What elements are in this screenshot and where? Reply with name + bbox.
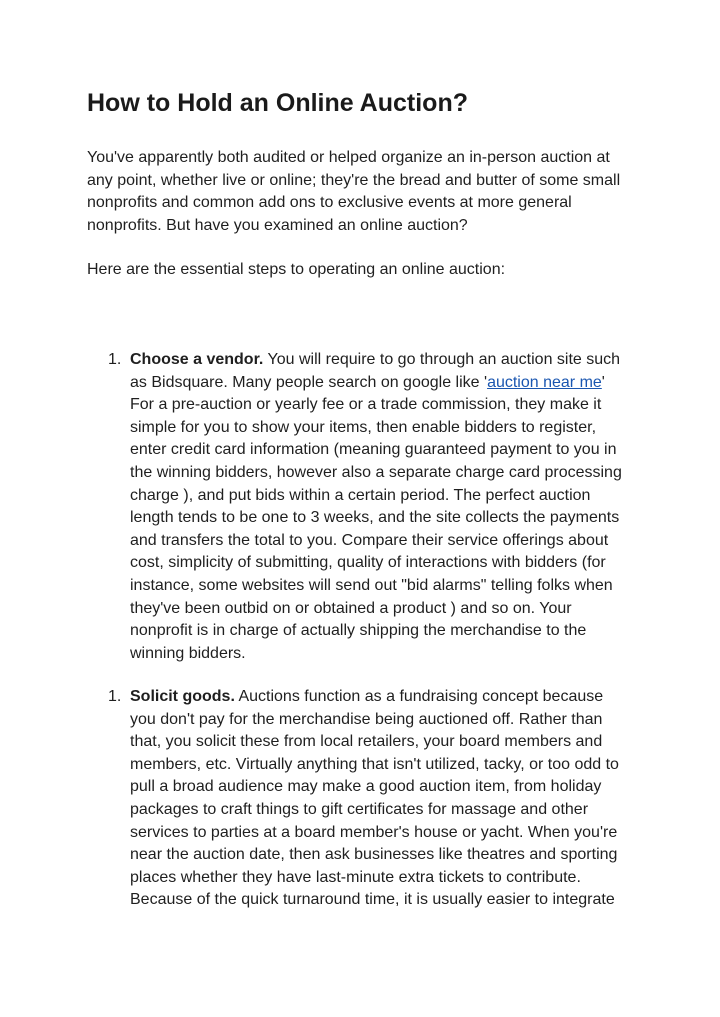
list-item-line: services to parties at a board member's house or yacht. When you're [130,823,618,841]
list-item-line: cost, simplicity of submitting, quality of interactions with bidders (for [130,554,606,572]
list-item-line: they've been outbid on or obtained a product ) and so on. Your [130,599,572,617]
list-item-body [130,686,650,912]
list-item-line: nonprofit is in charge of actually shipping the merchandise to the [130,622,587,640]
list-item-line: near the auction date, then ask businesses like theatres and sporting [130,846,618,864]
list-item-line: packages to craft things to gift certificates for massage and other [130,800,589,818]
auction-near-me-link[interactable]: auction near me [487,373,602,391]
lead-paragraph: Here are the essential steps to operating an online auction: [87,261,506,278]
list-item-line: winning bidders. [130,644,246,662]
list-item-line: places whether they have last-minute extra tickets to contribute. [130,868,581,886]
list-item-text: You will require to go through an auction site such [263,351,621,368]
intro-line: You've apparently both audited or helped organize an in-person auction at [87,149,610,166]
list-item-text: Auctions function as a fundraising concept because [234,688,604,705]
list-item-first-line [130,349,650,372]
intro-paragraph [87,147,647,237]
list-item-line: charge ), and put bids within a certain period. The perfect auction [130,486,591,504]
list-item-text: as Bidsquare. Many people search on google like ' [130,373,488,391]
intro-line: nonprofits and common add ons to exclusive events at more general [87,194,572,212]
list-item-line: pull a broad audience may make a good auction item, from holiday [130,778,602,796]
list-item-line: simple for you to show your items, then enable bidders to register, [130,418,597,436]
list-item-line: and transfers the total to you. Compare their service offerings about [130,531,609,549]
list-item-body [130,349,650,665]
list-item-first-line [130,686,650,709]
list-item-line: the winning bidders, however also a separate charge card processing [130,463,622,481]
list-item-line: that, you solicit these from local retailers, your board members and [130,733,603,751]
intro-line: nonprofits. But have you examined an online auction? [87,216,468,234]
page-title: How to Hold an Online Auction? [87,89,468,117]
list-item-number: 1. [108,351,122,368]
list-item-line: members, etc. Virtually anything that isn't utilized, tacky, or too odd to [130,755,619,773]
list-item-number: 1. [108,688,122,705]
list-item-line: enter credit card information (meaning guaranteed payment to you in [130,441,617,459]
list-item-link-line [130,372,650,395]
list-item-line: you don't pay for the merchandise being auctioned off. Rather than [130,710,603,728]
list-item-heading: Solicit goods. [130,688,235,705]
list-item-heading: Choose a vendor. [130,351,264,368]
intro-line: any point, whether live or online; they're the bread and butter of some small [87,171,621,189]
list-item-text: ' [601,373,605,391]
list-item-line: Because of the quick turnaround time, it is usually easier to integrate [130,891,615,909]
list-item-line: For a pre-auction or yearly fee or a trade commission, they make it [130,396,602,414]
list-item-line: length tends to be one to 3 weeks, and the site collects the payments [130,509,620,527]
list-item-line: instance, some websites will send out "bid alarms" telling folks when [130,576,613,594]
